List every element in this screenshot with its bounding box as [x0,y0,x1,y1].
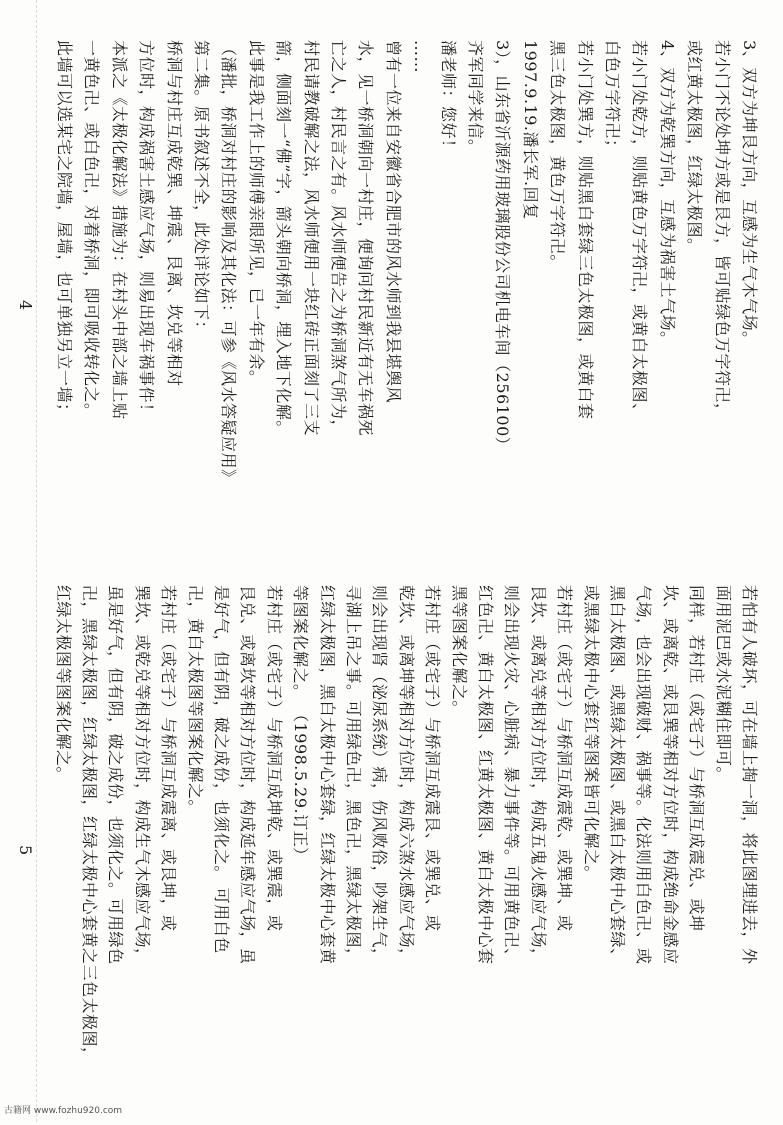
text-line: 若小门不论处坤方或是艮方，皆可贴绿色万字符卍， [712,40,732,420]
text-line: 此事是我工作上的师傅亲眼所见，已一年有余。 [246,40,266,387]
text-line: 水，见一桥洞朝向一村庄，便询问村民新近有无车祸死 [356,40,376,437]
text-line: 红绿太极图等图案化解之。 [53,585,73,784]
page-number-left: 4 [16,300,35,311]
text-line: 若怕有人破坏，可在墙上掏一洞，将此图埋进去，外 [740,585,759,965]
text-line: 卍，黑绿太极图，红绿太极图，红绿太极中心套黄之三色太极图， [80,585,99,1064]
text-line: 是好气，但有阴，破之成份，也须化之。 可用白色 [212,585,231,954]
text-line: 则会出现肾（泌尿系统）病，伤风败俗，吵架生气， [370,585,390,965]
text-line: 白色万字符卍； [603,40,622,156]
text-line: 本派之《太极化解法》措施为：在村头中部之墙上贴 [109,40,129,420]
text-line: 一黄色卍、或白色卍，对着桥洞，即可吸收转化之。 [82,40,102,420]
text-line: 黑三色太极图，黄色万字符卍。 [548,40,568,272]
left-page [0,40,783,580]
text-line: 等图案化解之。 （1998.5.29.订正） [291,585,311,864]
site-watermark: 古籍网 www.fozhu920.com [4,1106,123,1116]
text-line: …… [411,40,431,73]
text-line: 或红黄太极图，红绿太极图。 [685,40,705,255]
text-line: 桥洞与村庄互成乾巽、坤震、艮离、坎兑等相对 [164,40,184,387]
text-line: 巽坎、或乾兑等相对方位时，构成生气木感应气场， [132,585,152,965]
text-line: 乾坎、或离坤等相对方位时，构成六煞水感应气场， [396,585,416,965]
text-line: （潘批，桥洞对村庄的影响及其化法：可参《风水答疑应用》 [219,40,239,486]
text-line: 同样，若村庄（或宅子）与桥洞互成震兑、或坤 [687,585,707,932]
text-line: 若村庄（或宅子）与桥洞互成震艮、或巽兑、或 [423,585,443,932]
text-line: 3、双方为坤艮方向，互感为生气木气场。 [740,40,759,348]
right-page [0,585,783,1125]
text-line: 黑白太极图、或黑绿太极图、或黑白太极中心套绿、 [608,585,627,965]
text-line: 黑等图案化解之。 [449,585,469,718]
text-line: 或黑绿太极中心套红等图案皆可化解之。 [581,585,601,883]
text-line: 坎、或离乾、或艮巽等相对方位时，构成绝命金感应 [660,585,680,965]
text-line: 若村庄（或宅子）与桥洞互成震离、或艮坤，或 [159,585,179,932]
text-line: 若小门处巽方，则贴黑白套绿三色太极图，或黄白套 [575,40,595,420]
text-line: 若小门处乾方，则贴黄色万字符卍，或黄白太极图、 [630,40,650,420]
page-number-right: 5 [16,845,35,856]
text-line: 面用泥巴或水泥糊住即可。 [713,585,733,784]
text-line: 虽是好气，但有阴，破之成份，也须化之。可用绿色 [106,585,126,965]
text-line: 艮兑、或离坎等相对方位时，构成延年感应气场，虽 [238,585,258,965]
text-line: 1997.9.19.潘长军.回复 [520,40,540,220]
text-line: 艮坎、或离兑等相对方位时，构成五鬼火感应气场， [528,585,548,965]
text-line: 潘老师：您好！ [438,40,458,156]
text-line: 方位时，构成祸害土感应气场，则易出现车祸事件！ [137,40,157,420]
text-line: 若村庄（或宅子）与桥洞互成坤乾、或巽震，或 [264,585,284,932]
text-line: 村民请教破解之法，风水师便用一块红砖正面刻了三支 [301,40,321,437]
text-line: 亡之人，村民言之有。风水师便告之为桥洞煞气所为， [329,40,348,437]
text-line: 卍，黄白太极图等图案化解之。 [185,585,205,817]
text-line: 此墙可以选某宅之院墙，屋墙，也可单独另立一墙； [55,40,74,420]
text-line: 则会出现火灾、心脏病、暴力事件等。可用黄色卍、 [502,585,522,965]
text-line: 4、双方为乾巽方向，互感为祸害土气场。 [657,40,677,348]
text-line: 3），山东省沂源药用玻璃股份公司机电车间（256100） [493,40,513,454]
text-line: 气场，也会出现破财、祸事等。化法则用白色卍、或 [634,585,654,965]
text-line: 第二集。原书叙述不全，此处详论如下： [192,40,211,338]
text-line: 曾有一位来自安徽省合肥市的风水师到我县堪舆风 [383,40,403,404]
text-line: 齐军同学来信。 [466,40,485,156]
text-line: 寻湖上吊之事。可用绿色卍，黑色卍，黑绿太极图， [344,585,363,965]
text-line: 红色卍、黄白太极图、红黄太极图、黄白太极中心套 [476,585,495,965]
text-line: 红绿太极图，黑白太极中心套绿，红绿太极中心套黄 [317,585,337,965]
text-line: 若村庄（或宅子）与桥洞互成震乾、或巽坤、或 [555,585,575,932]
text-line: 箭，侧面刻一“佛”字，箭头朝向桥洞，埋入地下化解。 [274,40,294,437]
